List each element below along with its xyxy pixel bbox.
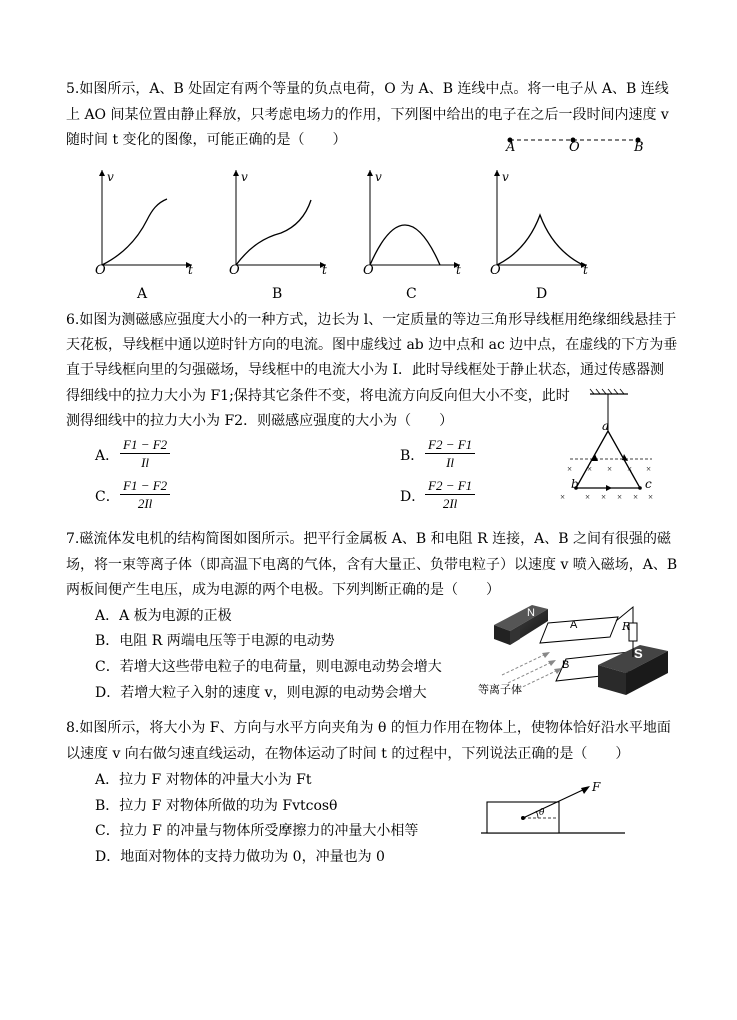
q8-option-a: A．拉力 F 对物体的冲量大小为 Ft (95, 772, 312, 788)
graph-c-t-label: t (456, 263, 461, 277)
graph-d-o-label: O (490, 263, 501, 278)
q5-option-c: C (406, 286, 417, 302)
q8-option-d: D．地面对物体的支持力做功为 0，冲量也为 0 (95, 849, 385, 865)
q6-option-a-letter: A． (95, 448, 120, 464)
svg-text:×: × (585, 492, 591, 502)
q6-option-a-fraction (120, 437, 170, 471)
q5-option-b: B (272, 286, 283, 302)
q7-line-1: 7.磁流体发电机的结构简图如图所示。把平行金属板 A、B 和电阻 R 连接，A、B 之间有很强的磁 (66, 531, 671, 547)
graph-b-v-label: v (241, 170, 248, 184)
graph-c-v-label: v (375, 170, 382, 184)
q6-option-c-letter: C． (95, 489, 120, 505)
q6-option-d-fraction (425, 478, 475, 512)
q6-line-5: 测得细线中的拉力大小为 F2．则磁感应强度的大小为（ ） (66, 413, 454, 429)
q6-option-a-num: F1 − F2 (120, 437, 170, 454)
block-force-figure (475, 778, 635, 840)
label-a: A (506, 140, 516, 155)
graph-a-t-label: t (188, 263, 193, 277)
q7-option-b: B．电阻 R 两端电压等于电源的电动势 (95, 633, 335, 649)
q6-option-d-letter: D． (400, 489, 426, 505)
svg-text:×: × (633, 492, 639, 502)
triangle-label-b: b (571, 477, 579, 491)
svg-text:×: × (607, 464, 613, 474)
plate-a-label: A (570, 619, 578, 631)
svg-text:×: × (560, 492, 566, 502)
q5-option-d: D (536, 286, 548, 302)
plate-b-label: B (562, 659, 570, 671)
force-f-label: F (592, 780, 601, 794)
q6-option-a-den: Il (141, 455, 150, 470)
q8-line-2: 以速度 v 向右做匀速直线运动，在物体运动了时间 t 的过程中，下列说法正确的是（ ） (66, 746, 630, 762)
q6-option-c-den: 2Il (137, 496, 153, 511)
svg-text:×: × (627, 464, 633, 474)
svg-text:×: × (617, 492, 623, 502)
q6-line-1: 6.如图为测磁感应强度大小的一种方式，边长为 l、一定质量的等边三角形导线框用绝缘细线悬挂于 (66, 312, 677, 328)
q5-line-2: 上 AO 间某位置由静止释放，只考虑电场力的作用，下列图中给出的电子在之后一段时间内速度 v (66, 107, 669, 123)
graph-a-o-label: O (95, 263, 106, 278)
q6-option-d-num: F2 − F1 (425, 478, 475, 495)
magnet-n-label: N (527, 607, 535, 619)
q6-option-c-fraction (120, 478, 170, 512)
q8-line-1: 8.如图所示，将大小为 F、方向与水平方向夹角为 θ 的恒力作用在物体上，使物体恰好沿水平地面 (66, 720, 671, 736)
q8-option-c: C．拉力 F 的冲量与物体所受摩擦力的冲量大小相等 (95, 823, 419, 839)
triangle-label-a: a (602, 419, 610, 433)
q8-option-b: B．拉力 F 对物体所做的功为 Fvtcosθ (95, 798, 338, 814)
label-b: B (634, 140, 644, 155)
svg-text:×: × (648, 492, 654, 502)
svg-text:×: × (587, 464, 593, 474)
triangle-label-c: c (645, 477, 652, 491)
q6-option-b-fraction (425, 437, 475, 471)
angle-theta-label: θ (539, 808, 545, 818)
svg-text:×: × (567, 464, 573, 474)
magnet-s-label: S (634, 646, 643, 661)
q5-option-a: A (137, 286, 148, 302)
q7-option-a: A．A 板为电源的正极 (95, 608, 232, 624)
q5-line-1: 5.如图所示，A、B 处固定有两个等量的负点电荷，O 为 A、B 连线中点。将一电子从 A、B 连线 (66, 81, 669, 97)
q6-line-4: 得细线中的拉力大小为 F1;保持其它条件不变，将电流方向反向但大小不变，此时 (66, 388, 570, 404)
q7-option-d: D．若增大粒子入射的速度 v，则电源的电动势会增大 (95, 685, 427, 701)
resistor-r-label: R (622, 620, 631, 633)
svg-text:×: × (646, 464, 652, 474)
q5-line-3: 随时间 t 变化的图像，可能正确的是（ ） (66, 132, 347, 148)
q6-option-b-den: Il (446, 455, 455, 470)
q7-line-3: 两板间便产生电压，成为电源的两个电极。下列判断正确的是（ ） (66, 582, 500, 598)
graph-b-o-label: O (229, 263, 240, 278)
q7-line-2: 场，将一束等离子体（即高温下电离的气体，含有大量正、负带电粒子）以速度 v 喷入磁场，A、B (66, 557, 678, 573)
q6-option-b-letter: B． (400, 448, 425, 464)
q6-line-3: 直于导线框向里的匀强磁场，导线框中的电流大小为 I．此时导线框处于静止状态，通过传感器测 (66, 362, 664, 378)
graph-d-v-label: v (502, 170, 509, 184)
q6-option-b-num: F2 − F1 (425, 437, 475, 454)
svg-text:×: × (601, 492, 607, 502)
q6-option-c-num: F1 − F2 (120, 478, 170, 495)
graph-a-v-label: v (107, 170, 114, 184)
plasma-label: 等离子体 (478, 683, 522, 696)
label-o: O (569, 140, 580, 155)
q6-option-d-den: 2Il (442, 496, 458, 511)
graph-b-t-label: t (322, 263, 327, 277)
graph-d-t-label: t (583, 263, 588, 277)
graph-c-o-label: O (363, 263, 374, 278)
q6-line-2: 天花板，导线框中通以逆时针方向的电流。图中虚线过 ab 边中点和 ac 边中点，在虚线的下方为垂 (66, 337, 678, 353)
q7-option-c: C．若增大这些带电粒子的电荷量，则电源电动势会增大 (95, 659, 442, 675)
